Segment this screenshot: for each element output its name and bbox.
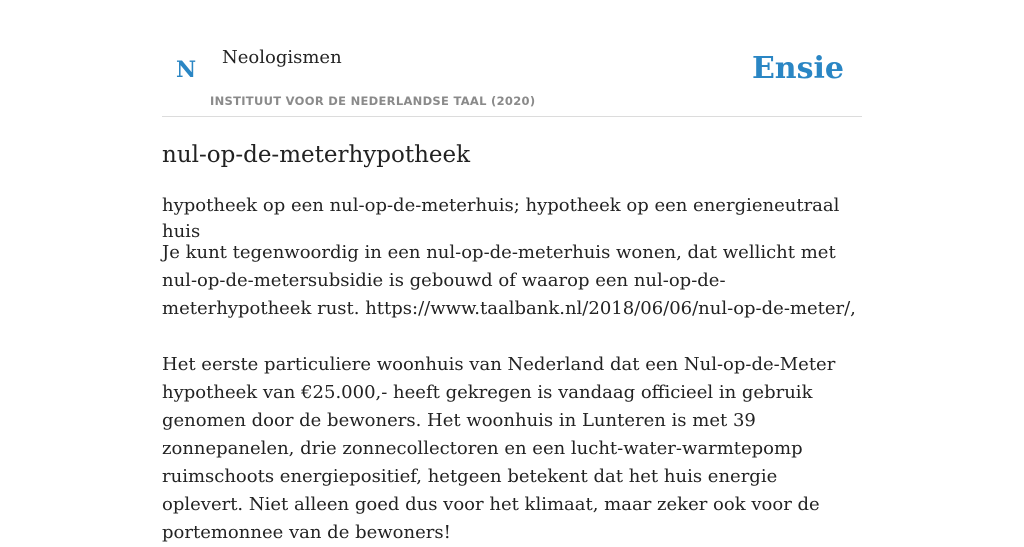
source-subtitle: INSTITUUT VOOR DE NEDERLANDSE TAAL (2020) [210,94,536,108]
header [162,0,862,117]
source-logo[interactable]: N [176,57,197,83]
entry-definition: hypotheek op een nul-op-de-meterhuis; hypotheek op een energieneutraal huis [162,195,840,242]
source-title[interactable]: Neologismen [222,47,342,68]
entry-body [162,239,862,547]
brand-logo[interactable]: Ensie [751,51,844,86]
entry-title: nul-op-de-meterhypotheek [162,142,471,168]
example-paragraph: Je kunt tegenwoordig in een nul-op-de-meterhuis wonen, dat wellicht met nul-op-de-metersubsidie is gebouwd of waarop een nul-op-de-meterhypotheek rust. https://www.taalbank.nl/2018/06/06/nul-op-de-meter/, [162,242,856,319]
example-paragraph: Het eerste particuliere woonhuis van Nederland dat een Nul-op-de-Meter hypotheek van €25.000,- heeft gekregen is vandaag officieel in gebruik genomen door de bewoners. Het woonhuis in Lunteren is met 39 zonnepanelen, drie zonnecollectoren en een lucht-water-warmtepomp ruimschoots energiepositief, hetgeen betekent dat het huis energie oplevert. Niet alleen goed dus voor het klimaat, maar zeker ook voor de portemonnee van de bewoners! [162,354,836,543]
